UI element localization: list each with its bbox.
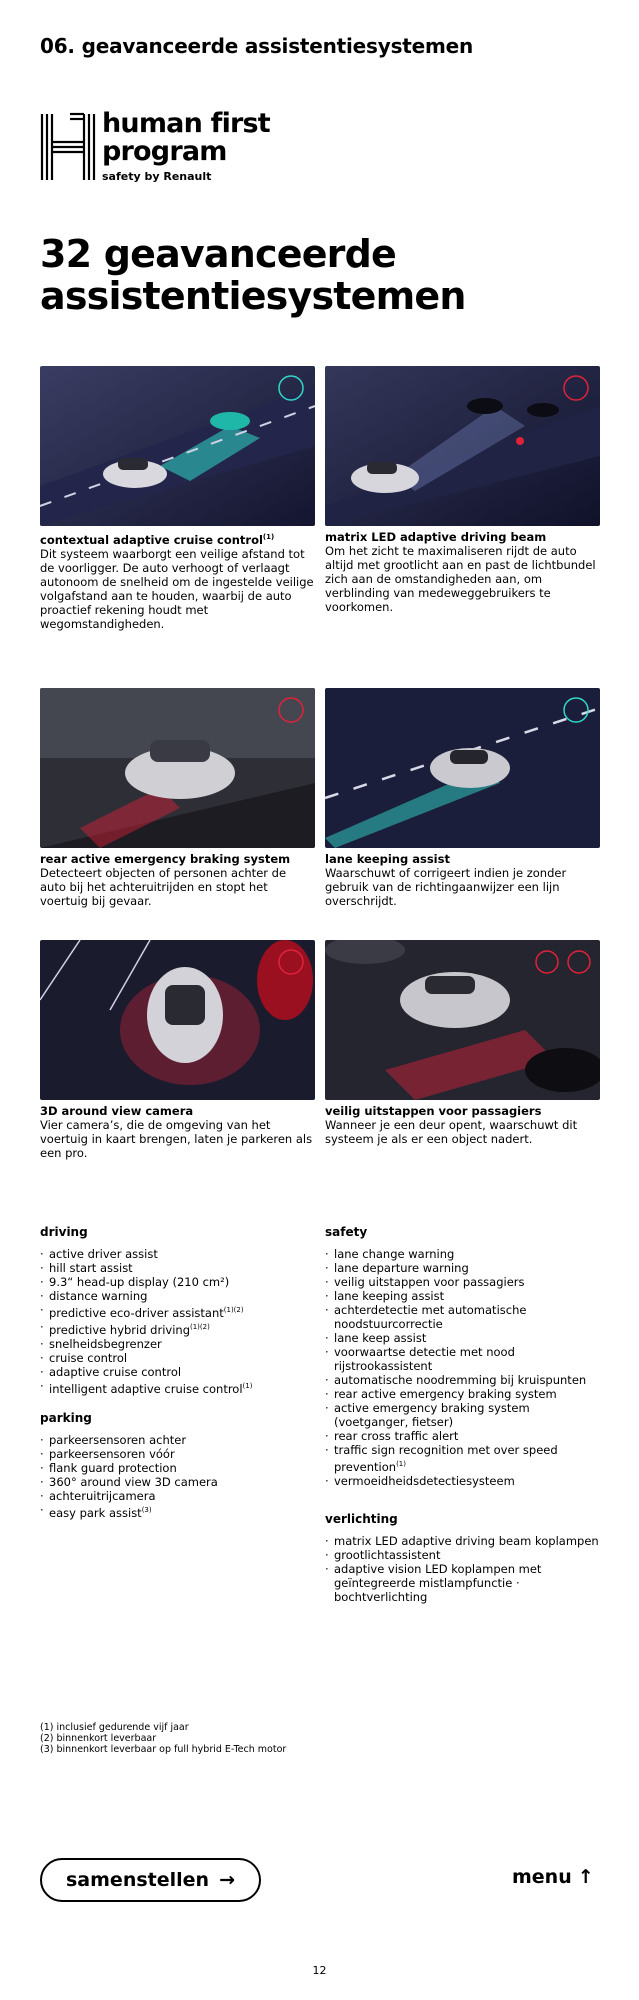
safety-group	[325, 1225, 605, 1488]
feature-image-matrix-led	[325, 366, 600, 526]
safety-heading: safety	[325, 1225, 368, 1239]
feature-card-rear-braking	[40, 688, 315, 908]
logo-line-2: program	[102, 136, 227, 167]
list-item: · easy park assist$^{(3)}$	[40, 1503, 320, 1520]
human-first-program-logo	[40, 110, 300, 186]
driving-heading: driving	[40, 1225, 88, 1239]
safety-list	[325, 1247, 605, 1488]
list-item: · active emergency braking system (voetganger, fietser)	[325, 1401, 605, 1429]
list-item: · snelheidsbegrenzer	[40, 1337, 320, 1351]
list-item: · distance warning	[40, 1289, 320, 1303]
feature-card-lane-keeping	[325, 688, 600, 908]
feature-card-cruise-control	[40, 366, 315, 631]
list-item: · lane change warning	[325, 1247, 605, 1261]
list-item: · achteruitrijcamera	[40, 1489, 320, 1503]
list-item: · 360° around view 3D camera	[40, 1475, 320, 1489]
hf-logo-mark-icon	[40, 110, 98, 182]
page-number: 12	[312, 1964, 327, 1977]
list-item: · predictive eco-driver assistant$^{(1)(2)}$	[40, 1303, 320, 1320]
list-item: · adaptive cruise control	[40, 1365, 320, 1379]
footnote: (1) inclusief gedurende vijf jaar	[40, 1722, 189, 1733]
list-item: · rear cross traffic alert	[325, 1429, 605, 1443]
feature-card-around-view	[40, 940, 315, 1160]
list-item: · voorwaartse detectie met nood rijstrookassistent	[325, 1345, 605, 1373]
parking-list	[40, 1433, 320, 1520]
list-item: · lane keep assist	[325, 1331, 605, 1345]
footnotes	[40, 1722, 286, 1755]
list-column-left	[40, 1225, 320, 1536]
feature-card-safe-exit	[325, 940, 600, 1146]
driving-list	[40, 1247, 320, 1395]
feature-image-safe-exit	[325, 940, 600, 1100]
logo-tagline: safety by Renault	[102, 170, 212, 183]
list-item: · 9.3“ head-up display (210 cm²)	[40, 1275, 320, 1289]
feature-title: veilig uitstappen voor passagiers	[325, 1104, 542, 1118]
list-item: · veilig uitstappen voor passagiers	[325, 1275, 605, 1289]
compose-button[interactable]	[40, 1858, 261, 1902]
feature-image-around-view	[40, 940, 315, 1100]
compose-label: samenstellen	[66, 1869, 210, 1891]
feature-title: contextual adaptive cruise control$^{(1)}$	[40, 532, 275, 547]
feature-image-cruise-control	[40, 366, 315, 526]
arrow-right-icon: →	[219, 1869, 235, 1891]
list-item: · matrix LED adaptive driving beam koplampen	[325, 1534, 605, 1548]
feature-image-lane-keeping	[325, 688, 600, 848]
list-item: · hill start assist	[40, 1261, 320, 1275]
menu-label: menu	[512, 1866, 572, 1888]
feature-title: lane keeping assist	[325, 852, 450, 866]
feature-description: Dit systeem waarborgt een veilige afstand tot de voorligger. De auto verhoogt of verlaagt autonoom de snelheid om de ingestelde veilige volgafstand aan te houden, waarbij de auto proactief rekening houdt met wegomstandigheden.	[40, 546, 314, 631]
list-item: · parkeersensoren vóór	[40, 1447, 320, 1461]
feature-title: rear active emergency braking system	[40, 852, 291, 866]
feature-image-rear-braking	[40, 688, 315, 848]
section-title: 06. geavanceerde assistentiesystemen	[40, 34, 474, 58]
feature-description: Waarschuwt of corrigeert indien je zonder gebruik van de richtingaanwijzer een lijn overschrijdt.	[325, 866, 567, 908]
list-item: · lane keeping assist	[325, 1289, 605, 1303]
driving-group	[40, 1225, 320, 1395]
list-item: · vermoeidheidsdetectiesysteem	[325, 1474, 605, 1488]
lighting-group	[325, 1512, 605, 1604]
feature-description: Om het zicht te maximaliseren rijdt de auto altijd met grootlicht aan en past de lichtbundel zich aan de omstandigheden aan, om verblinding van medeweggebruikers te voorkomen.	[325, 544, 596, 614]
list-item: · rear active emergency braking system	[325, 1387, 605, 1401]
feature-description: Wanneer je een deur opent, waarschuwt dit systeem je als er een object nadert.	[325, 1118, 578, 1146]
headline-line-1: 32 geavanceerde	[40, 232, 396, 276]
feature-card-matrix-led	[325, 366, 600, 614]
parking-heading: parking	[40, 1411, 92, 1426]
list-item: · traffic sign recognition met over speed prevention$^{(1)}$	[325, 1443, 605, 1474]
logo-line-1: human first	[102, 108, 270, 139]
lighting-heading: verlichting	[325, 1511, 398, 1526]
page-headline	[40, 233, 600, 317]
list-item: · cruise control	[40, 1351, 320, 1365]
list-column-right	[325, 1225, 605, 1620]
feature-description: Vier camera’s, die de omgeving van het voertuig in kaart brengen, laten je parkeren als een pro.	[40, 1118, 313, 1160]
arrow-up-icon: ↑	[577, 1866, 594, 1888]
feature-title: 3D around view camera	[40, 1104, 194, 1118]
lighting-list	[325, 1534, 605, 1604]
list-item: · achterdetectie met automatische noodstuurcorrectie	[325, 1303, 605, 1331]
list-item: · automatische noodremming bij kruispunten	[325, 1373, 605, 1387]
list-item: · parkeersensoren achter	[40, 1433, 320, 1447]
list-item: · predictive hybrid driving$^{(1)(2)}$	[40, 1320, 320, 1337]
parking-group	[40, 1411, 320, 1520]
list-item: · active driver assist	[40, 1247, 320, 1261]
logo-wordmark	[102, 110, 270, 166]
list-item: · lane departure warning	[325, 1261, 605, 1275]
menu-link[interactable]	[512, 1866, 594, 1888]
list-item: · adaptive vision LED koplampen met geïntegreerde mistlampfunctie · bochtverlichting	[325, 1562, 605, 1604]
footnote: (2) binnenkort leverbaar	[40, 1733, 157, 1744]
footnote: (3) binnenkort leverbaar op full hybrid E-Tech motor	[40, 1744, 287, 1755]
list-item: · grootlichtassistent	[325, 1548, 605, 1562]
feature-description: Detecteert objecten of personen achter de auto bij het achteruitrijden en stopt het voertuig bij gevaar.	[40, 866, 287, 908]
headline-line-2: assistentiesystemen	[40, 274, 466, 318]
list-item: · intelligent adaptive cruise control$^{(1)}$	[40, 1379, 320, 1396]
list-item: · flank guard protection	[40, 1461, 320, 1475]
feature-title: matrix LED adaptive driving beam	[325, 530, 547, 544]
